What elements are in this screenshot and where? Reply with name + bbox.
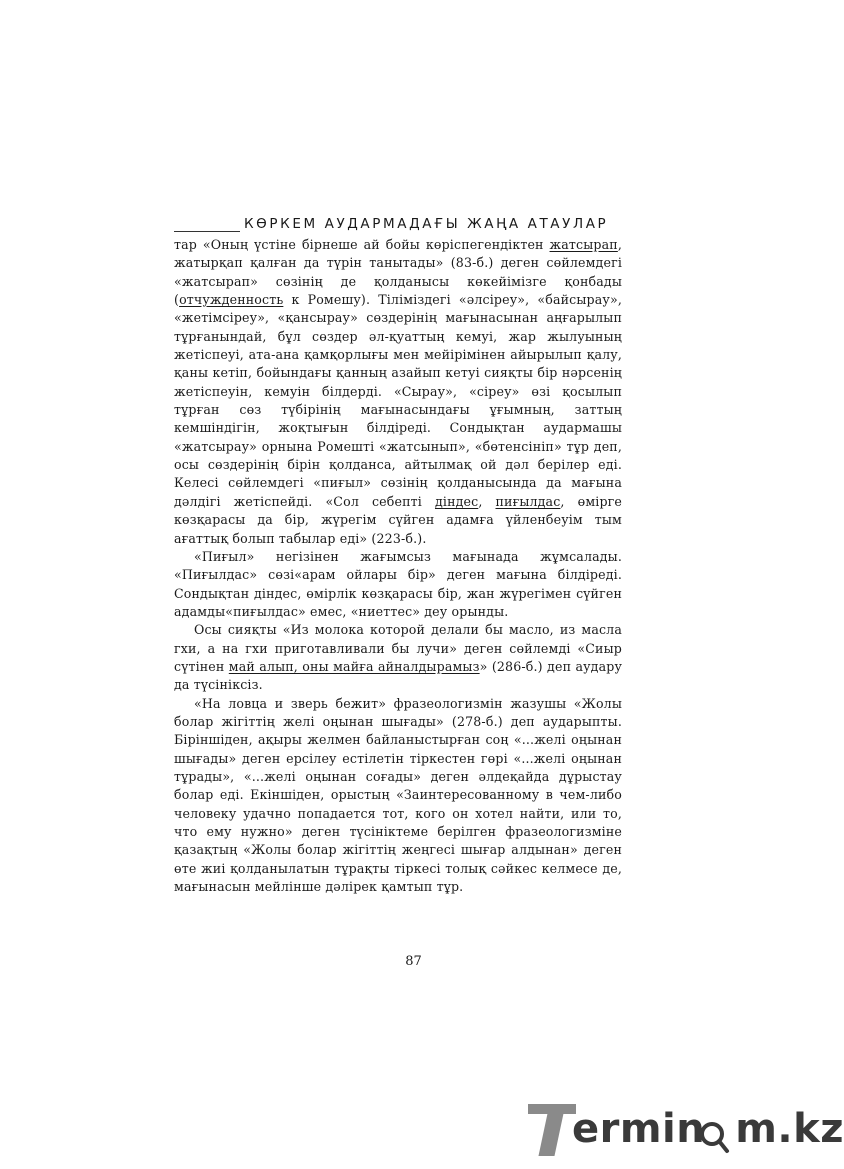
paragraph: [174, 548, 622, 621]
text-run: к Ромешу). Тіліміздегі «әлсіреу», «байсырау», «жетімсіреу», «қансырау» сөздерінің мағынасынан аңғарылып тұрғанындай, бұл сөздер әл-қуаттың кемуі, жар жылуының жетіспеуі, ата-ана қамқорлығы мен мейірімінен айырылып қалу, қаны кетіп, бойындағы қанның азайып кетуі сияқты бір нәрсенің жетіспеуін, кемуін білдерді. «Сырау», «сіреу» өзі қосылып тұрған сөз түбірінің мағынасындағы ұғымның, заттың кемшіндігін, жоқтығын білдіреді. Сондықтан аудармашы «жатсырау» орнына Ромешті «жатсынып», «бөтенсініп» тұр деп, осы сөздерінің бірін қолданса, айтылмақ ой дәл берілер еді. Келесі сөйлемдегі «пиғыл» сөзінің қолданысында да мағына дәлдігі жетіспейді. «Сол себепті: [174, 292, 622, 509]
magnifier-icon: [699, 1120, 729, 1154]
text-run: , жатырқап қалған да түрін танытады» (83-б.) деген сөйлемдегі «жатсырап» сөзінің де қолданысы көкейімізге қонбады (: [174, 237, 622, 308]
underlined-term: май алып, оны майға айналдырамыз: [228, 658, 480, 674]
underlined-term: пиғылдас: [495, 493, 561, 509]
underlined-term: жатсырап: [549, 237, 618, 252]
text-run: Осы сияқты «Из молока которой делали бы масло, из масла гхи, а на гхи приготавливали бы лучи» деген сөйлемді «Сиыр сүтінен: [174, 622, 622, 674]
underlined-term: діндес: [434, 493, 479, 509]
termincom-logo: [526, 1104, 844, 1160]
page-number: 87: [405, 954, 422, 969]
text-run: «На ловца и зверь бежит» фразеологизмін жазушы «Жолы болар жігіттің желі оңынан шығады» (278-б.) деп аударыпты. Біріншіден, ақыры желмен байланыстырған соң «...желі оңынан шығады» деген ерсілеу естілетін тіркестен гөрі «...желі оңынан тұрады», «...желі оңынан соғады» деген әлдеқайда дұрыстау болар еді. Екіншіден, орыстың «Заинтересованному в чем-либо человеку удачно попадается тот, кого он хотел найти, или то, что ему нужно» деген түсініктеме берілген фразеологизміне қазақтың «Жолы болар жігіттің жеңгесі шығар алдынан» деген өте жиі қолданылатын тұрақты тіркесі толық сәйкес келмесе де, мағынасын мейлінше дәлірек қамтып тұр.: [174, 695, 622, 895]
header-rule: [174, 217, 240, 232]
text-run: , өмірге көзқарасы да бір, жүрегім сүйген адамға үйленбеуім тым ағаттық болып табылар еді» (223-б.).: [174, 493, 623, 546]
text-run: » (286-б.) деп аудару да түсініксіз.: [174, 658, 623, 693]
underlined-term: отчужденность: [179, 292, 284, 308]
body-text: [174, 236, 622, 896]
text-run: «Пиғыл» негізінен жағымсыз мағынада жұмсалады. «Пиғылдас» сөзі«арам ойлары бір» деген мағына білдіреді. Сондықтан діндес, өмірлік көзқарасы бір, жан жүрегімен сүйген адамды«пиғылдас» емес, «ниеттес» деу орынды.: [174, 548, 622, 619]
running-header: [174, 210, 634, 232]
text-run: тар «Оның үстіне бірнеше ай бойы көріспегендіктен: [174, 237, 550, 252]
logo-text: ermin m.kz: [572, 1106, 844, 1152]
paragraph: [174, 695, 622, 897]
paragraph: [174, 621, 622, 694]
header-title: КӨРКЕМ АУДАРМАДАҒЫ ЖАҢА АТАУЛАР: [244, 216, 609, 232]
paragraph: [174, 236, 622, 548]
text-run: ,: [478, 493, 496, 509]
